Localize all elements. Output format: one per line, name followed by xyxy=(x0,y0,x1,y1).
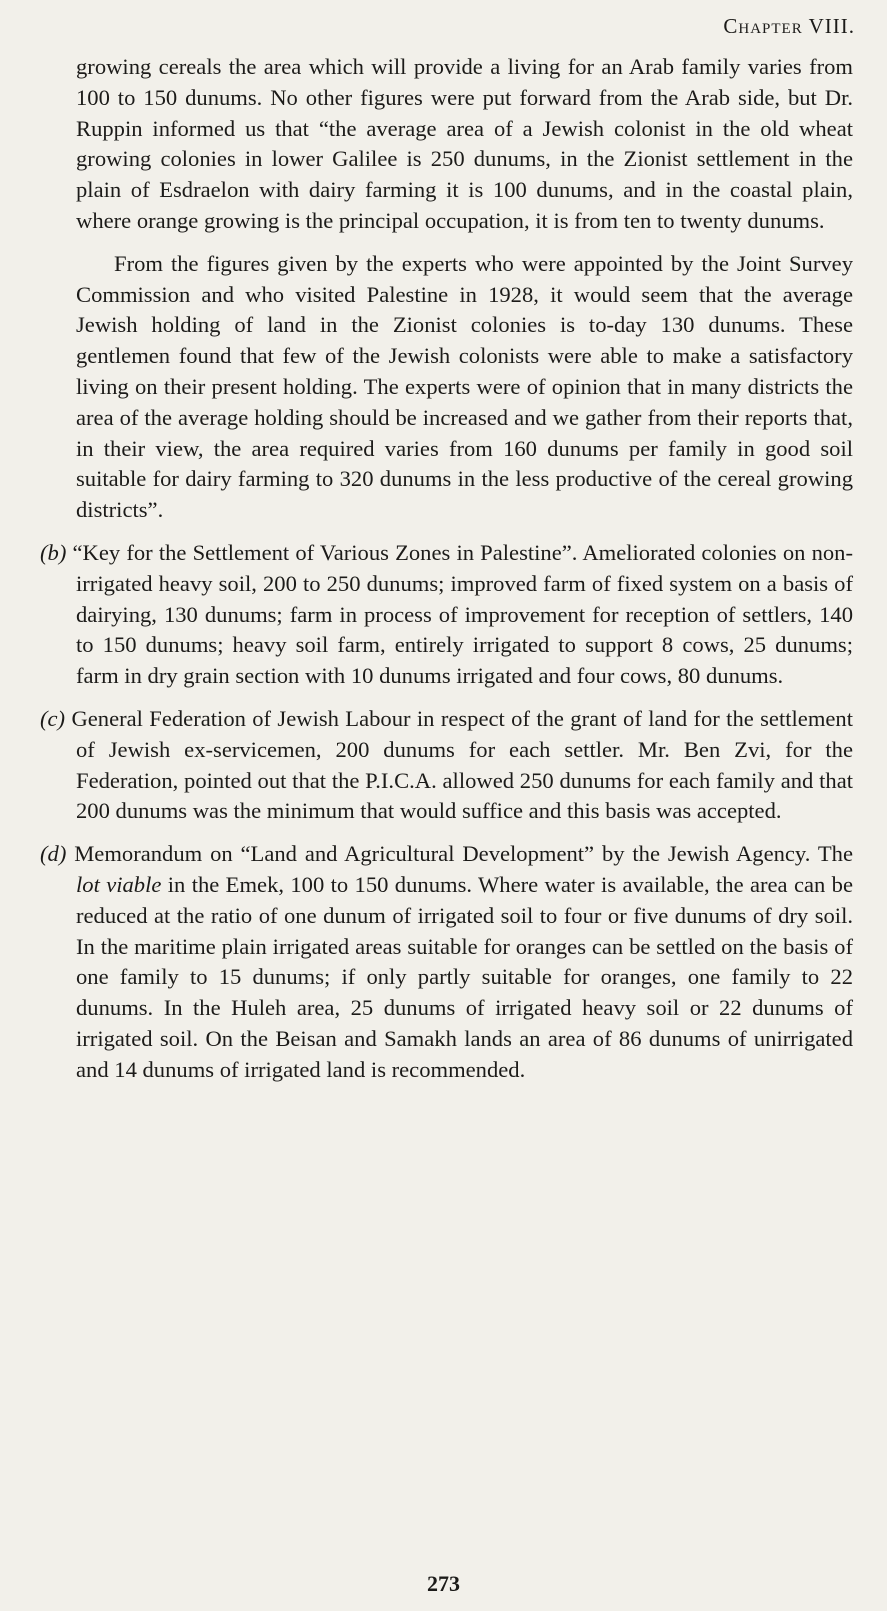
item-text-d-emphasis: lot viable xyxy=(76,871,162,897)
list-item-c xyxy=(38,704,853,827)
chapter-header: Chapter VIII. xyxy=(723,14,855,38)
list-item-b xyxy=(38,538,853,692)
page-body xyxy=(38,52,853,1086)
item-text-c: General Federation of Jewish Labour in respect of the grant of land for the settlement of Jewish ex-servicemen, 200 dunums for each settler. Mr. Ben Zvi, for the Federation, pointed out that the P.I.C.A. allowed 250 dunums for each family and that 200 dunums was the minimum that would suffice and this basis was accepted. xyxy=(71,705,853,824)
item-text-b: “Key for the Settlement of Various Zones in Palestine”. Ameliorated colonies on non-irrigated heavy soil, 200 to 250 dunums; improved farm of fixed system on a basis of dairying, 130 dunums; farm in process of improvement for reception of settlers, 140 to 150 dunums; heavy soil farm, entirely irrigated to support 8 cows, 25 dunums; farm in dry grain section with 10 dunums irrigated and four cows, 80 dunums. xyxy=(72,539,853,689)
item-text-d-before: Memorandum on “Land and Agricultural Development” by the Jewish Agency. The xyxy=(74,841,853,867)
paragraph-expert-figures: From the figures given by the experts who were appointed by the Joint Survey Commission and who visited Palestine in 1928, it would seem that the average Jewish holding of land in the Zionist colonies is to-day 130 dunums. These gentlemen found that few of the Jewish colonists were able to make a satisfactory living on their present holding. The experts were of opinion that in many districts the area of the average holding should be increased and we gather from their reports that, in their view, the area required varies from 160 dunums per family in good soil suitable for dairy farming to 320 dunums in the less productive of the cereal growing districts”. xyxy=(76,250,853,523)
item-text-d-after: in the Emek, 100 to 150 dunums. Where water is available, the area can be reduced at the ratio of one dunum of irrigated soil to four or five dunums of dry soil. In the maritime plain irrigated areas suitable for oranges can be settled on the basis of one family to 15 dunums; if only partly suitable for oranges, one family to 22 dunums. In the Huleh area, 25 dunums of irrigated heavy soil or 22 dunums of irrigated soil. On the Beisan and Samakh lands an area of 86 dunums of unirrigated and 14 dunums of irrigated land is recommended. xyxy=(76,871,853,1082)
item-label-d: (d) xyxy=(40,841,67,867)
item-label-c: (c) xyxy=(40,705,66,731)
list-item-d xyxy=(38,839,853,1085)
item-label-b: (b) xyxy=(40,539,67,565)
page-number: 273 xyxy=(427,1571,460,1596)
paragraph-continued: growing cereals the area which will provide a living for an Arab family varies from 100 to 150 dunums. No other figures were put forward from the Arab side, but Dr. Ruppin informed us that “the average area of a Jewish colonist in the old wheat growing colonies in lower Galilee is 250 dunums, in the Zionist settlement in the plain of Esdraelon with dairy farming it is 100 dunums, and in the coastal plain, where orange growing is the principal occupation, it is from ten to twenty dunums. xyxy=(76,54,853,233)
